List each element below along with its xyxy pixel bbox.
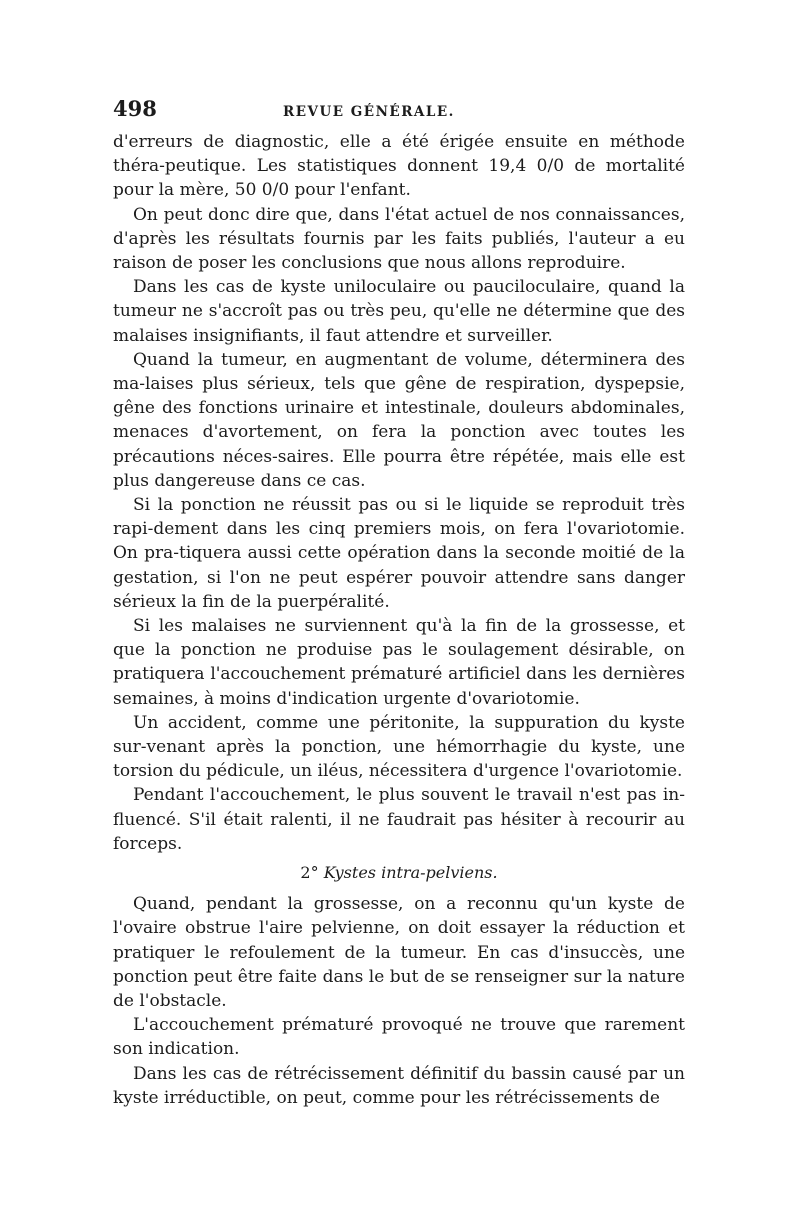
- section-heading: [113, 860, 685, 886]
- paragraph: Pendant l'accouchement, le plus souvent le travail n'est pas in-fluencé. S'il était ralenti, il ne faudrait pas hésiter à recourir au forceps.: [113, 785, 685, 854]
- paragraph: L'accouchement prématuré provoqué ne trouve que rarement son indication.: [113, 1015, 685, 1060]
- body-text: [113, 130, 685, 1110]
- document-page: [113, 96, 685, 1110]
- paragraph: Quand, pendant la grossesse, on a reconnu qu'un kyste de l'ovaire obstrue l'aire pelvienne, on doit essayer la réduction et pratiquer le refoulement de la tumeur. En cas d'insuccès, une ponction peut être faite dans le but de se renseigner sur la nature de l'obstacle.: [113, 894, 685, 1011]
- paragraph: Quand la tumeur, en augmentant de volume, déterminera des ma-laises plus sérieux, tels que gêne de respiration, dyspepsie, gêne des fonctions urinaire et intestinale, douleurs abdominales, menaces d'avortement, on fera la ponction avec toutes les précautions néces-saires. Elle pourra être répétée, mais elle est plus dangereuse dans ce cas.: [113, 349, 685, 491]
- running-head: REVUE GÉNÉRALE.: [283, 104, 455, 120]
- page-number: 498: [113, 96, 157, 121]
- paragraph: Dans les cas de kyste uniloculaire ou pauciloculaire, quand la tumeur ne s'accroît pas ou très peu, qu'elle ne détermine que des malaises insignifiants, il faut attendre et surveiller.: [113, 277, 685, 346]
- paragraph: On peut donc dire que, dans l'état actuel de nos connaissances, d'après les résultats fournis par les faits publiés, l'auteur a eu raison de poser les conclusions que nous allons reproduire.: [113, 204, 685, 274]
- paragraph: Un accident, comme une péritonite, la suppuration du kyste sur-venant après la ponction, une hémorrhagie du kyste, une torsion du pédicule, un iléus, nécessitera d'urgence l'ovariotomie.: [113, 712, 685, 782]
- section-title: Kystes intra-pelviens.: [323, 863, 498, 883]
- paragraph: Si la ponction ne réussit pas ou si le liquide se reproduit très rapi-dement dans les cinq premiers mois, on fera l'ovariotomie. On pra-tiquera aussi cette opération dans la seconde moitié de la gestation, si l'on ne peut espérer pouvoir attendre sans danger sérieux la fin de la puerpéralité.: [113, 495, 685, 612]
- section-number: 2°: [300, 863, 319, 883]
- paragraph: d'erreurs de diagnostic, elle a été érigée ensuite en méthode théra-peutique. Les statistiques donnent 19,4 0/0 de mortalité pour la mère, 50 0/0 pour l'enfant.: [113, 132, 685, 201]
- paragraph: Dans les cas de rétrécissement définitif du bassin causé par un kyste irréductible, on peut, comme pour les rétrécissements de: [113, 1063, 685, 1108]
- page-header: [113, 96, 685, 122]
- paragraph: Si les malaises ne surviennent qu'à la fin de la grossesse, et que la ponction ne produise pas le soulagement désirable, on pratiquera l'accouchement prématuré artificiel dans les dernières semaines, à moins d'indication urgente d'ovariotomie.: [113, 616, 685, 709]
